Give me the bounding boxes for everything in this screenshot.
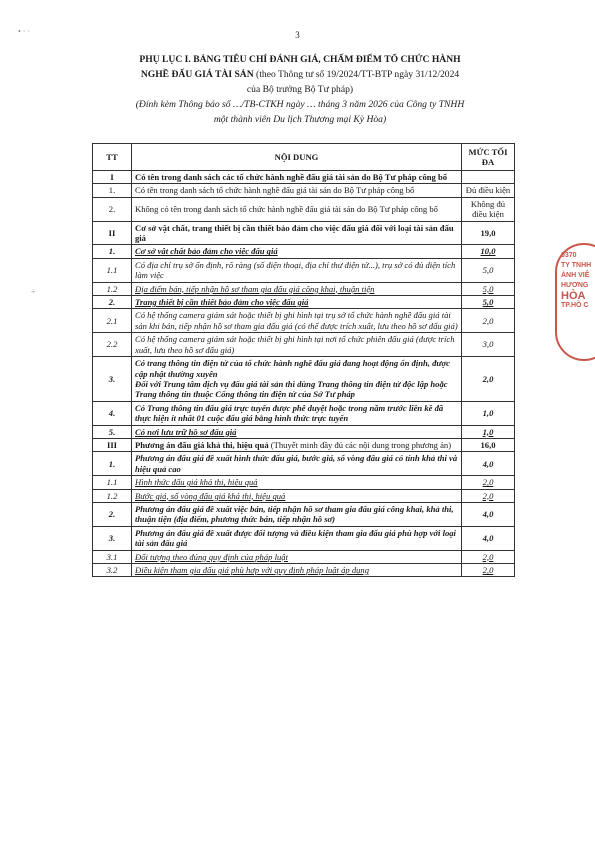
row-score: 1,0 <box>462 401 515 425</box>
row-score: 2,0 <box>462 357 515 402</box>
table-row <box>93 550 515 563</box>
row-score: 5,0 <box>462 282 515 295</box>
row-content: Có tên trong danh sách tổ chức hành nghề đấu giá tài sản do Bộ Tư pháp công bố <box>132 184 462 197</box>
table-row <box>93 171 515 184</box>
table-row <box>93 309 515 333</box>
table-row <box>93 197 515 221</box>
row-content: Phương án đấu giá đề xuất được đối tượng và điều kiện tham gia đấu giá phù hợp với loại tài sản đấu giá <box>132 526 462 550</box>
row-content: Đối tượng theo đúng quy định của pháp luật <box>132 550 462 563</box>
row-number: 3.1 <box>93 550 132 563</box>
row-score: 5,0 <box>462 296 515 309</box>
row-number: 3.2 <box>93 564 132 577</box>
row-content: Có hệ thống camera giám sát hoặc thiết bị ghi hình tại nơi tổ chức phiên đấu giá (được trích xuất, lưu theo hồ sơ đấu giá) <box>132 333 462 357</box>
table-body <box>93 171 515 577</box>
table-row <box>93 489 515 502</box>
criteria-table <box>92 143 515 577</box>
row-content <box>132 438 462 451</box>
row-score: 4,0 <box>462 452 515 476</box>
document-heading <box>80 52 520 127</box>
table-row <box>93 502 515 526</box>
row-number: 4. <box>93 401 132 425</box>
row-number: 1. <box>93 245 132 258</box>
row-number: 3. <box>93 526 132 550</box>
heading-line-3: của Bộ trưởng Bộ Tư pháp) <box>246 84 354 95</box>
row-content: Có địa chỉ trụ sở ổn định, rõ ràng (số điện thoại, địa chỉ thư điện tử...), trụ sở có đủ diện tích làm việc <box>132 258 462 282</box>
table-row <box>93 245 515 258</box>
row-number: I <box>93 171 132 184</box>
table-row <box>93 282 515 295</box>
row-score: 19,0 <box>462 221 515 245</box>
row-content: Có nơi lưu trữ hồ sơ đấu giá <box>132 425 462 438</box>
row-number: III <box>93 438 132 451</box>
row-content: Bước giá, số vòng đấu giá khả thi, hiệu quả <box>132 489 462 502</box>
table-row <box>93 425 515 438</box>
seal-text: TP.HỒ C <box>561 302 589 309</box>
row-content: Trang thiết bị cần thiết bảo đảm cho việc đấu giá <box>132 296 462 309</box>
row-content: Địa điểm bán, tiếp nhận hồ sơ tham gia đấu giá công khai, thuận tiện <box>132 282 462 295</box>
row-number: 1. <box>93 452 132 476</box>
heading-line-1: PHỤ LỤC I. BẢNG TIÊU CHÍ ĐÁNH GIÁ, CHẤM ĐIỂM TỔ CHỨC HÀNH <box>139 54 461 65</box>
table-row <box>93 258 515 282</box>
table-row <box>93 401 515 425</box>
row-score: 3,0 <box>462 333 515 357</box>
row-number: 2. <box>93 197 132 221</box>
row-score: Không đủ điều kiện <box>462 197 515 221</box>
row-content: Không có tên trong danh sách tổ chức hành nghề đấu giá tài sản do Bộ Tư pháp công bố <box>132 197 462 221</box>
row-content: Cơ sở vật chất, trang thiết bị cần thiết bảo đảm cho việc đấu giá đối với loại tài sản đấu giá <box>132 221 462 245</box>
row-score: 5,0 <box>462 258 515 282</box>
row-score: 4,0 <box>462 526 515 550</box>
table-row <box>93 221 515 245</box>
row-number: 1.2 <box>93 489 132 502</box>
row-number: 1.1 <box>93 258 132 282</box>
row-number: 2. <box>93 296 132 309</box>
table-row <box>93 476 515 489</box>
heading-line-5: một thành viên Du lịch Thương mại Kỳ Hòa) <box>213 114 387 125</box>
seal-text: HÒA <box>561 290 586 302</box>
row-content-note: (Thuyết minh đầy đủ các nội dung trong phương án) <box>268 439 452 450</box>
row-content: Điều kiện tham gia đấu giá phù hợp với quy định pháp luật áp dụng <box>132 564 462 577</box>
row-score: 2,0 <box>462 550 515 563</box>
row-score: 2,0 <box>462 309 515 333</box>
row-content: Có hệ thống camera giám sát hoặc thiết bị ghi hình tại trụ sở tổ chức hành nghề đấu giá tài sản khi bán, tiếp nhận hồ sơ tham gia đấu giá (có thể được trích xuất, lưu theo hồ sơ đấu giá) <box>132 309 462 333</box>
heading-line-4: (Đính kèm Thông báo số …/TB-CTKH ngày … tháng 3 năm 2026 của Công ty TNHH <box>135 99 465 110</box>
company-seal <box>555 243 595 361</box>
row-score: 10,0 <box>462 245 515 258</box>
row-content: Phương án đấu giá đề xuất việc bán, tiếp nhận hồ sơ tham gia đấu giá công khai, khả thi, thuận tiện (địa điểm, phương thức bán, tiếp nhận hồ sơ) <box>132 502 462 526</box>
row-score: 4,0 <box>462 502 515 526</box>
table-row <box>93 438 515 451</box>
row-number: 2.2 <box>93 333 132 357</box>
row-score: 1,0 <box>462 425 515 438</box>
row-content: Có tên trong danh sách các tổ chức hành nghề đấu giá tài sản do Bộ Tư pháp công bố <box>132 171 462 184</box>
row-number: 2.1 <box>93 309 132 333</box>
row-score: 2,0 <box>462 476 515 489</box>
header-content: NỘI DUNG <box>132 144 462 171</box>
row-score: 2,0 <box>462 564 515 577</box>
row-number: 1. <box>93 184 132 197</box>
row-number: 5. <box>93 425 132 438</box>
table-row <box>93 526 515 550</box>
row-score: 2,0 <box>462 489 515 502</box>
table-row <box>93 357 515 402</box>
seal-text: TY TNHH <box>561 262 592 269</box>
page-number: 3 <box>295 30 300 40</box>
row-number: 2. <box>93 502 132 526</box>
row-number: 1.1 <box>93 476 132 489</box>
header-score: MỨC TỐI ĐA <box>462 144 515 171</box>
row-number: II <box>93 221 132 245</box>
row-score: Đủ điều kiện <box>462 184 515 197</box>
row-content: Có Trang thông tin đấu giá trực tuyến được phê duyệt hoặc trong năm trước liền kề đã thực hiện ít nhất 01 cuộc đấu giá bằng hình thức trực tuyến <box>132 401 462 425</box>
row-content: Hình thức đấu giá khả thi, hiệu quả <box>132 476 462 489</box>
heading-line-2: NGHỀ ĐẤU GIÁ TÀI SẢN (theo Thông tư số 19/2024/TT-BTP ngày 31/12/2024 <box>140 69 460 80</box>
scan-mark: ÷ <box>31 287 36 296</box>
row-number: 1.2 <box>93 282 132 295</box>
row-number: 3. <box>93 357 132 402</box>
row-score <box>462 171 515 184</box>
table-row <box>93 333 515 357</box>
seal-text: HƯƠNG <box>561 282 589 289</box>
seal-text: 0370 <box>561 252 577 259</box>
row-content: Cơ sở vật chất bảo đảm cho việc đấu giá <box>132 245 462 258</box>
row-content-bold: Phương án đấu giá khả thi, hiệu quả <box>135 439 269 450</box>
table-row <box>93 184 515 197</box>
seal-text: ÀNH VIÊ <box>561 272 590 279</box>
scan-mark: • · · <box>18 27 31 36</box>
table-row <box>93 452 515 476</box>
row-content: Có trang thông tin điện tử của tổ chức hành nghề đấu giá đang hoạt động ổn định, được cập nhật thường xuyên Đối với Trung tâm dịch vụ đấu giá tài sản thì dùng Trang thông tin điện tử độc lập hoặc Trang thông tin thuộc Cổng thông tin điện tử của Sở Tư pháp <box>132 357 462 402</box>
table-row <box>93 296 515 309</box>
row-score: 16,0 <box>462 438 515 451</box>
table-row <box>93 564 515 577</box>
header-tt: TT <box>93 144 132 171</box>
row-content: Phương án đấu giá đề xuất hình thức đấu giá, bước giá, số vòng đấu giá có tính khả thi và hiệu quả cao <box>132 452 462 476</box>
table-header-row <box>93 144 515 171</box>
